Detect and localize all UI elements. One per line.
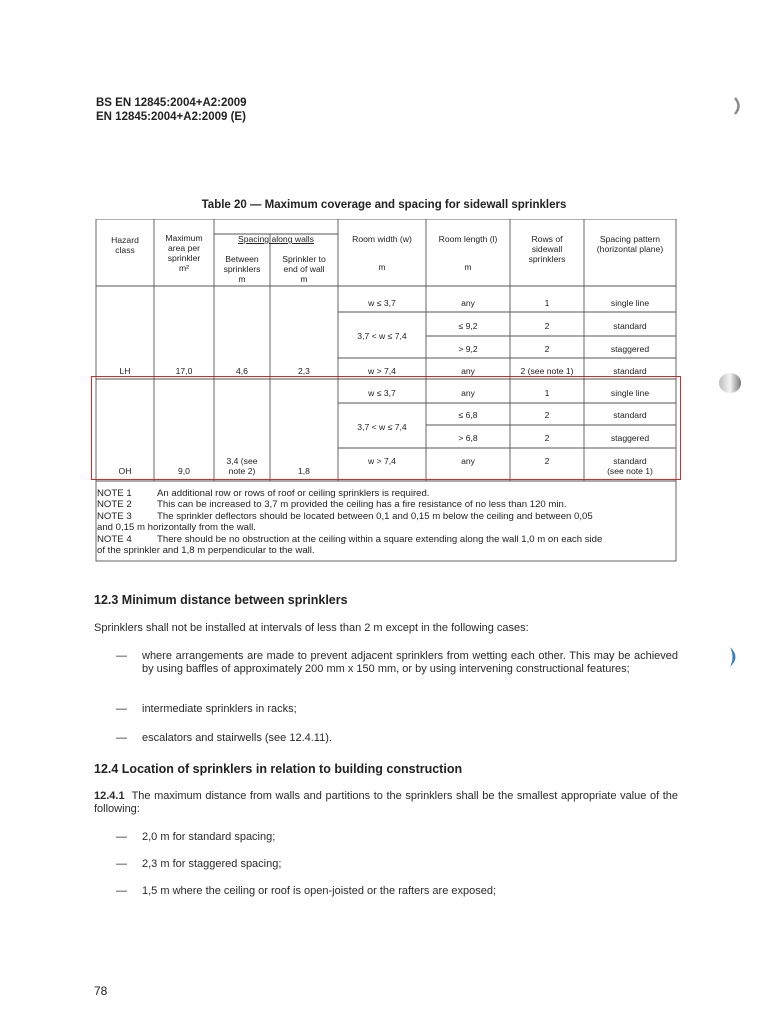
header-rows [510, 234, 584, 264]
oh-l2: ≤ 6,8 [458, 410, 478, 420]
table-title: Table 20 — Maximum coverage and spacing for sidewall sprinklers [201, 199, 567, 211]
lh-r2: 2 [544, 321, 550, 331]
oh-l3: > 6,8 [458, 433, 478, 443]
header-text: m [300, 274, 308, 284]
note-3-continuation: and 0,15 m horizontally from the wall. [97, 522, 256, 534]
lh-w2: 3,7 < w ≤ 7,4 [357, 331, 407, 341]
sprinkler-spacing-table [93, 219, 679, 563]
standard-reference-line-2: EN 12845:2004+A2:2009 (E) [96, 111, 246, 123]
oh-p1: single line [610, 388, 650, 398]
header-text: m [378, 262, 386, 272]
lh-r3: 2 [544, 344, 550, 354]
oh-w1: w ≤ 3,7 [368, 388, 396, 398]
clause-text: The maximum distance from walls and partitions to the sprinklers shall be the smallest appropriate value of the following: [94, 790, 679, 816]
header-text: Rows of [531, 234, 563, 244]
margin-half-circle-icon [727, 645, 741, 669]
header-text: Room width (w) [352, 234, 412, 244]
bullet-dash: — [116, 703, 127, 715]
header-hazard-class [96, 235, 154, 255]
lh-w1: w ≤ 3,7 [368, 298, 396, 308]
bullet-text: escalators and stairwells (see 12.4.11). [142, 732, 332, 744]
lh-r1: 1 [544, 298, 550, 308]
header-text: Between [225, 254, 259, 264]
bullet-dash: — [116, 650, 127, 662]
note-text: An additional row or rows of roof or ceiling sprinklers is required. [157, 488, 430, 499]
header-text: Maximum [165, 233, 203, 243]
oh-area: 9,0 [178, 466, 190, 476]
oh-l4: any [461, 456, 475, 466]
bullet-text: 2,0 m for standard spacing; [142, 831, 276, 843]
lh-r4: 2 (see note 1) [520, 366, 574, 376]
header-text: Spacing pattern [599, 234, 661, 244]
header-text: class [115, 245, 135, 255]
bullet-dash: — [116, 732, 127, 744]
bullet-dash: — [116, 831, 127, 843]
note-label: NOTE 3 [97, 510, 132, 522]
page-number: 78 [94, 984, 108, 998]
section-12-4-bullet-1 [116, 831, 678, 844]
bullet-dash: — [116, 885, 127, 897]
note-2 [97, 499, 677, 510]
section-12-4-bullet-2 [116, 858, 678, 871]
section-12-3-bullet-1 [116, 650, 678, 676]
standard-reference [96, 96, 247, 124]
clause-number: 12.4.1 [94, 790, 125, 802]
header-between-sprinklers [214, 254, 270, 284]
lh-hazard: LH [119, 366, 131, 376]
header-text: sidewall [531, 244, 563, 254]
cell-text: note 2) [228, 466, 256, 476]
section-12-3-intro: Sprinklers shall not be installed at intervals of less than 2 m except in the following cases: [94, 622, 529, 634]
cell-text: standard [613, 456, 647, 466]
oh-w3: w > 7,4 [368, 456, 396, 466]
section-12-3-bullet-2 [116, 703, 678, 716]
bullet-dash: — [116, 858, 127, 870]
lh-w3: w > 7,4 [368, 366, 396, 376]
lh-l3: > 9,2 [458, 344, 478, 354]
header-text: sprinklers [223, 264, 261, 274]
lh-l2: ≤ 9,2 [458, 321, 478, 331]
standard-reference-line-1: BS EN 12845:2004+A2:2009 [96, 97, 247, 109]
header-text: Sprinkler to [282, 254, 326, 264]
note-text: There should be no obstruction at the ceiling within a square extending along the wall 1,0 m on each side [157, 533, 603, 545]
note-text: This can be increased to 3,7 m provided the ceiling has a fire resistance of no less than 120 min. [157, 499, 567, 511]
lh-p3: staggered [610, 344, 650, 354]
clause-12-4-1 [94, 790, 678, 816]
header-sprinkler-to-end [270, 254, 338, 284]
section-12-4-bullet-3 [116, 885, 678, 898]
lh-to-end: 2,3 [298, 366, 310, 376]
header-text: area per [167, 243, 200, 253]
oh-p3: staggered [610, 433, 650, 443]
oh-p2: standard [613, 410, 647, 420]
note-label: NOTE 4 [97, 533, 132, 545]
oh-r3: 2 [544, 433, 550, 443]
highlight-box-oh-row [91, 376, 681, 480]
lh-l4: any [461, 366, 475, 376]
header-text: Room length (l) [438, 234, 498, 244]
cell-text: 3,4 (see [226, 456, 258, 466]
bullet-text: 2,3 m for staggered spacing; [142, 858, 282, 870]
lh-between: 4,6 [236, 366, 248, 376]
section-12-3-heading: 12.3 Minimum distance between sprinklers [94, 593, 348, 607]
bullet-text: where arrangements are made to prevent adjacent sprinklers from wetting each other. This may be achieved by using baffles of approximately 200 mm x 150 mm, or by using intervening constructional features; [142, 650, 678, 676]
note-4-continuation: of the sprinkler and 1,8 m perpendicular to the wall. [97, 545, 315, 557]
note-4 [97, 534, 677, 545]
margin-circle-icon [717, 371, 743, 395]
oh-hazard: OH [118, 466, 132, 476]
lh-area: 17,0 [175, 366, 193, 376]
oh-r4: 2 [544, 456, 550, 466]
note-label: NOTE 2 [97, 499, 132, 511]
header-text: sprinklers [528, 254, 566, 264]
oh-l1: any [461, 388, 475, 398]
lh-l1: any [461, 298, 475, 308]
oh-w2: 3,7 < w ≤ 7,4 [357, 422, 407, 432]
oh-r2: 2 [544, 410, 550, 420]
note-3 [97, 511, 677, 522]
bullet-text: 1,5 m where the ceiling or roof is open-joisted or the rafters are exposed; [142, 885, 497, 897]
note-1 [97, 488, 677, 499]
header-max-area [154, 233, 214, 273]
header-text: m [238, 274, 246, 284]
note-label: NOTE 1 [97, 488, 132, 499]
header-text: end of wall [283, 264, 325, 274]
header-text: sprinkler [167, 253, 201, 263]
header-text: m [464, 262, 472, 272]
margin-bracket-icon [731, 96, 745, 116]
header-spacing-pattern [584, 234, 676, 254]
section-12-3-bullet-3 [116, 732, 678, 745]
header-room-length [426, 234, 510, 272]
lh-p2: standard [613, 321, 647, 331]
bullet-text: intermediate sprinklers in racks; [142, 703, 297, 715]
note-text: The sprinkler deflectors should be located between 0,1 and 0,15 m below the ceiling and between 0,05 [157, 510, 593, 522]
header-text: m² [178, 263, 190, 273]
table-notes [97, 488, 677, 556]
section-12-4-heading: 12.4 Location of sprinklers in relation to building construction [94, 762, 463, 776]
cell-text: (see note 1) [607, 466, 653, 476]
header-spacing-along-walls: Spacing along walls [238, 234, 314, 244]
lh-p4: standard [613, 366, 647, 376]
header-text: Hazard [111, 235, 139, 245]
header-text: (horizontal plane) [596, 244, 664, 254]
header-room-width [338, 234, 426, 272]
oh-to-end: 1,8 [298, 466, 310, 476]
oh-r1: 1 [544, 388, 550, 398]
lh-p1: single line [610, 298, 650, 308]
